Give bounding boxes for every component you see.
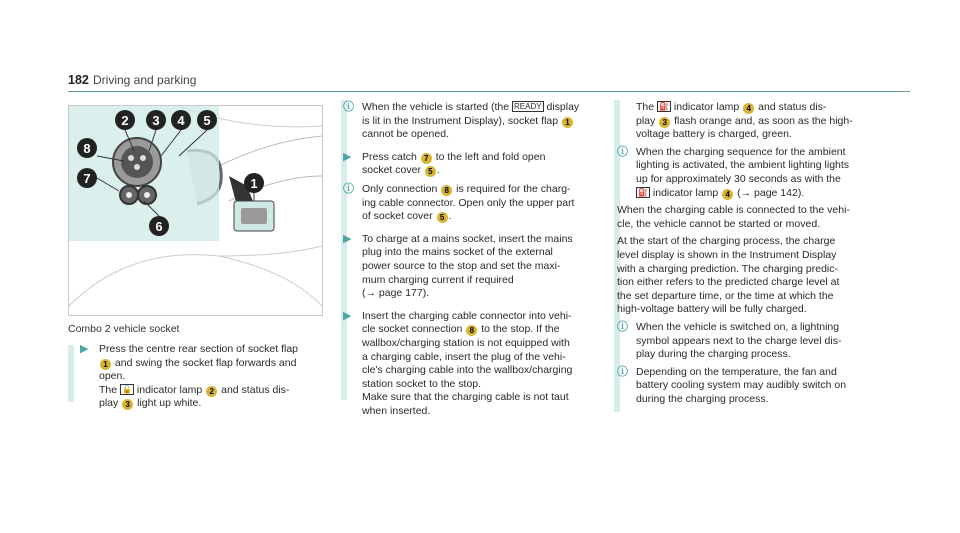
page-number: 182 [68, 73, 89, 87]
text-line: plug into the mains socket of the external [362, 246, 553, 259]
text-line: play during the charging process. [636, 348, 791, 361]
header-rule [68, 91, 910, 92]
column-3 [617, 101, 912, 410]
step-insert-connector [343, 310, 605, 419]
text-line: Insert the charging cable connector into vehi- [362, 309, 572, 322]
step-arrow-icon: ▶ [343, 309, 352, 322]
text-line: Press the centre rear section of socket flap [99, 343, 299, 355]
text: The [636, 101, 655, 113]
section-title: Driving and parking [93, 73, 197, 87]
callout-badge: 1 [100, 359, 111, 370]
indicator-paragraph [636, 101, 912, 142]
text: When the vehicle is started (the [362, 101, 510, 113]
text: Only connection [362, 182, 438, 195]
text-line: voltage battery is charged, green. [636, 128, 792, 141]
info-cooling [617, 366, 912, 407]
text: light up white. [137, 397, 202, 410]
step-mains-socket [343, 233, 605, 301]
column-2 [343, 101, 605, 422]
text-line: power source to the stop and set the maxi- [362, 259, 561, 272]
info-lightning-symbol [617, 321, 912, 362]
callout-badge: 8 [466, 325, 477, 336]
text-line: tion either refers to the predicted charge level at [617, 276, 840, 289]
text-line: cannot be opened. [362, 128, 449, 141]
info-icon: ⓘ [343, 101, 354, 113]
callout-badge: 7 [421, 153, 432, 164]
text-line: battery cooling system may audibly switch on [636, 379, 847, 392]
text: to the stop. If the [481, 323, 560, 336]
step-arrow-icon: ▶ [343, 232, 352, 245]
text-line: symbol appears next to the charge level dis- [636, 334, 842, 347]
callout-7: 7 [83, 171, 91, 186]
text-line: lighting is activated, the ambient lighting lights [636, 159, 850, 172]
text: cle socket connection [362, 323, 463, 336]
car-side-drawing [69, 106, 322, 315]
info-icon: ⓘ [617, 145, 628, 158]
text: and status dis- [221, 383, 290, 396]
text: and status dis- [758, 101, 827, 113]
text-line: When the vehicle is switched on, a lightning [636, 320, 840, 333]
callout-badge: 2 [206, 386, 217, 397]
text-line: cle, the vehicle cannot be started or moved. [617, 217, 821, 230]
callout-badge: 8 [441, 185, 452, 196]
text-line: cle's charging cable into the wallbox/charging [362, 364, 573, 377]
text-line: high-voltage battery will be fully charged. [617, 303, 807, 316]
paragraph-charging-start [617, 235, 912, 317]
charging-icon: ⛽ [659, 102, 669, 111]
text: display [546, 101, 580, 113]
callout-badge: 3 [122, 399, 133, 410]
callout-6: 6 [155, 219, 163, 234]
text-line: open. [99, 370, 126, 383]
text: of socket cover [362, 210, 433, 223]
text-line: Make sure that the charging cable is not taut [362, 391, 569, 404]
callout-2: 2 [121, 113, 129, 128]
text-line: At the start of the charging process, the charge [617, 235, 836, 248]
text: . [448, 210, 452, 223]
text-line: To charge at a mains socket, insert the mains [362, 232, 573, 245]
page-link[interactable]: (→ page 177). [362, 287, 430, 300]
text-line: when inserted. [362, 404, 431, 417]
text: is required for the charg- [456, 182, 571, 195]
text-line: and swing the socket flap forwards and [114, 356, 297, 369]
text-line: station socket to the stop. [362, 377, 482, 390]
text-line: with a charging prediction. The charging predic- [617, 262, 839, 275]
callout-badge: 4 [722, 189, 733, 200]
text: . [436, 164, 440, 177]
text: indicator lamp [673, 101, 740, 113]
text-line: level display is shown in the Instrument Display [617, 248, 837, 261]
text-line: mum charging current if required [362, 273, 514, 286]
text: flash orange and, as soon as the high- [674, 114, 853, 127]
info-ready-display [343, 101, 605, 142]
info-icon: ⓘ [617, 320, 628, 333]
step-arrow-icon: ▶ [80, 343, 89, 355]
step-bar [68, 345, 74, 402]
callout-8: 8 [83, 141, 91, 156]
ready-icon: READY [514, 102, 542, 111]
callout-badge: 3 [659, 117, 670, 128]
info-icon: ⓘ [343, 182, 354, 195]
step-arrow-icon: ▶ [343, 150, 352, 163]
text-line: When the charging sequence for the ambient [636, 145, 846, 158]
page-link[interactable]: (→ page 142). [737, 186, 805, 199]
text-line: wallbox/charging station is not equipped with [362, 336, 570, 349]
step-open-flap [80, 343, 320, 411]
text-line: When the charging cable is connected to the vehi- [617, 204, 850, 217]
text-line: up for approximately 30 seconds as with the [636, 172, 841, 185]
text: socket cover [362, 164, 421, 177]
step-press-catch [343, 151, 605, 178]
text-line: ing cable connector. Open only the upper part [362, 196, 575, 209]
text: play [636, 114, 656, 127]
text: indicator lamp [136, 383, 203, 396]
callout-badge: 1 [562, 117, 573, 128]
charging-icon: ⛽ [638, 187, 648, 197]
text: is lit in the Instrument Display), socket flap [362, 114, 559, 127]
callout-badge: 4 [743, 103, 754, 114]
text: The [99, 383, 118, 396]
text-line: during the charging process. [636, 392, 769, 405]
callout-4: 4 [177, 113, 185, 128]
callout-5: 5 [203, 113, 211, 128]
info-ambient-lighting [617, 146, 912, 200]
info-icon: ⓘ [617, 365, 628, 378]
callout-3: 3 [152, 113, 160, 128]
text-line: the set departure time, or the time at which the [617, 289, 834, 302]
text-line: Depending on the temperature, the fan and [636, 365, 837, 378]
info-connection [343, 183, 605, 224]
text: indicator lamp [652, 186, 719, 199]
callout-badge: 5 [437, 212, 448, 223]
paragraph-connected [617, 204, 912, 231]
text-line: a charging cable, insert the plug of the vehi- [362, 350, 566, 363]
unlock-icon: 🔓 [122, 384, 132, 394]
column-1 [80, 343, 320, 411]
callout-1: 1 [250, 176, 258, 191]
text: play [99, 397, 119, 410]
text: Press catch [362, 150, 417, 163]
text: to the left and fold open [435, 150, 546, 163]
charging-socket-illustration [68, 105, 323, 316]
callout-badge: 5 [425, 166, 436, 177]
figure-caption: Combo 2 vehicle socket [68, 323, 180, 335]
